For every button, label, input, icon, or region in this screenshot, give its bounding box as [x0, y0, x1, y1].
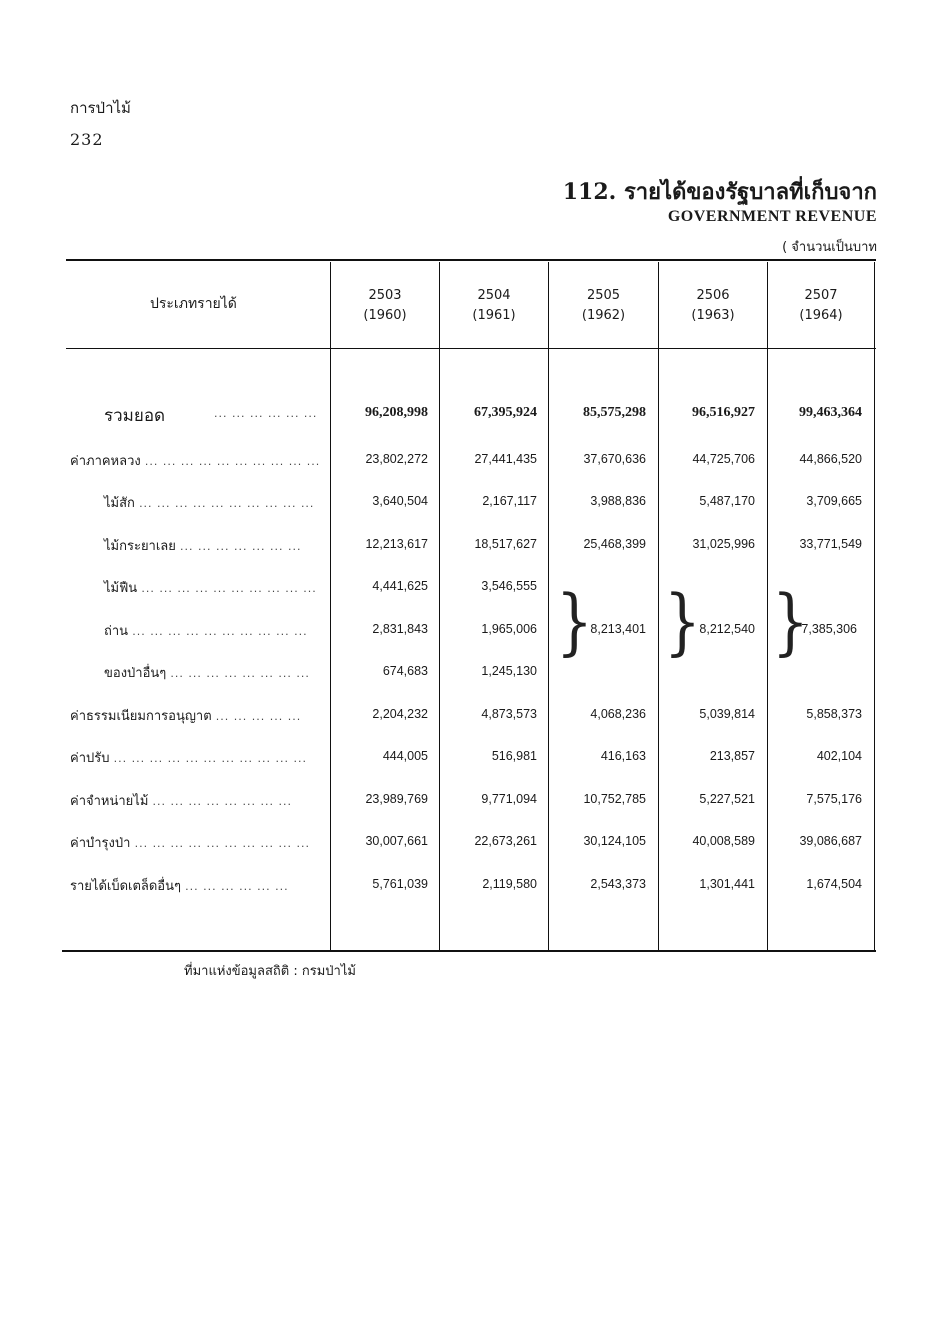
row-label-text: ค่าจำหน่ายไม้ [70, 794, 149, 809]
leader-dots: ... ... ... ... ... ... [185, 880, 289, 893]
row-label-text: ค่าภาคหลวง [70, 454, 141, 469]
cell-value: 25,468,399 [583, 537, 646, 551]
year-ad: (1964) [799, 308, 843, 323]
cell-value: 2,119,580 [482, 877, 537, 891]
cell-value: 2,204,232 [372, 707, 428, 721]
cell-value: 1,301,441 [699, 877, 755, 891]
cell-value-combined: 7,385,306 [801, 622, 857, 636]
cell-value: 10,752,785 [583, 792, 646, 806]
cell-value: 402,104 [816, 749, 862, 763]
cell-value: 85,575,298 [583, 405, 646, 420]
cell-value: 3,709,665 [806, 494, 862, 508]
cell-value: 40,008,589 [692, 834, 755, 848]
cell-value: 23,989,769 [365, 792, 428, 806]
row-label [70, 790, 292, 811]
cell-value-combined: 8,213,401 [590, 622, 646, 636]
year-th: 2507 [804, 288, 838, 303]
leader-dots: ... ... ... ... ... ... ... ... ... ... ... [113, 752, 307, 765]
table-top-rule [66, 259, 876, 261]
table-title-th: 112. รายได้ของรัฐบาลที่เก็บจาก [562, 179, 877, 205]
cell-value: 30,124,105 [583, 834, 646, 848]
year-ad: (1960) [363, 308, 407, 323]
cell-value: 99,463,364 [799, 405, 862, 420]
column-header [332, 286, 438, 326]
leader-dots: ... ... ... ... ... ... ... ... [152, 795, 292, 808]
cell-value: 1,674,504 [806, 877, 862, 891]
right-brace: } [556, 578, 593, 664]
year-ad: (1961) [472, 308, 516, 323]
row-label-text: รายได้เบ็ดเตล็ดอื่นๆ [70, 879, 181, 894]
leader-dots: ... ... ... ... ... ... [214, 407, 318, 420]
year-th: 2504 [477, 288, 511, 303]
column-header [441, 286, 547, 326]
table-bottom-rule [62, 950, 876, 952]
cell-value: 516,981 [491, 749, 537, 763]
leader-dots: ... ... ... ... ... [215, 710, 302, 723]
row-label-text: ถ่าน [104, 624, 129, 639]
column-header [660, 286, 766, 326]
cell-value: 4,873,573 [481, 707, 537, 721]
right-brace: } [772, 578, 809, 664]
column-divider [548, 262, 549, 950]
cell-value: 44,866,520 [799, 452, 862, 466]
column-divider [767, 262, 768, 950]
row-label-text: ค่าปรับ [70, 751, 110, 766]
cell-value: 3,640,504 [372, 494, 428, 508]
cell-value: 37,670,636 [583, 452, 646, 466]
row-label [104, 535, 301, 556]
row-label-text: ค่าธรรมเนียมการอนุญาต [70, 709, 212, 724]
cell-value: 5,227,521 [699, 792, 755, 806]
column-divider [330, 262, 331, 950]
row-label-text: ค่าบำรุงป่า [70, 836, 131, 851]
cell-value: 674,683 [382, 664, 428, 678]
year-ad: (1962) [581, 308, 626, 323]
cell-value: 9,771,094 [481, 792, 537, 806]
row-label [104, 577, 317, 598]
page-number: 232 [70, 130, 104, 149]
cell-value: 30,007,661 [365, 834, 428, 848]
row-label-text: ไม้กระยาเลย [104, 539, 176, 554]
table-right-rule [874, 262, 875, 952]
cell-value: 12,213,617 [365, 537, 428, 551]
row-label [104, 662, 310, 683]
header-bottom-rule [66, 348, 876, 349]
cell-value: 27,441,435 [474, 452, 537, 466]
leader-dots: ... ... ... ... ... ... ... ... ... ... [134, 837, 310, 850]
cell-value: 39,086,687 [799, 834, 862, 848]
row-label [104, 620, 308, 641]
cell-value: 44,725,706 [692, 452, 755, 466]
year-th: 2505 [586, 288, 621, 303]
cell-value: 18,517,627 [474, 537, 537, 551]
cell-value: 1,245,130 [481, 664, 537, 678]
cell-value: 67,395,924 [474, 405, 537, 420]
column-header [550, 286, 657, 326]
table-title-en: GOVERNMENT REVENUE [667, 208, 877, 225]
section-title: การป่าไม้ [70, 99, 131, 117]
cell-value: 5,858,373 [806, 707, 862, 721]
cell-value: 1,965,006 [481, 622, 537, 636]
row-label-text: ไม้ฟืน [104, 581, 138, 596]
cell-value: 33,771,549 [799, 537, 862, 551]
row-label [70, 705, 301, 726]
row-label-total [104, 402, 318, 429]
cell-value: 5,487,170 [699, 494, 755, 508]
cell-value: 416,163 [600, 749, 646, 763]
leader-dots: ... ... ... ... ... ... ... ... [170, 667, 310, 680]
leader-dots: ... ... ... ... ... ... ... ... ... ... [144, 455, 321, 468]
row-label-text: ของป่าอื่นๆ [104, 666, 167, 681]
cell-value: 4,441,625 [372, 579, 428, 593]
column-header [769, 286, 873, 326]
row-label [70, 875, 289, 896]
row-label-text: ไม้สัก [104, 496, 135, 511]
right-brace: } [664, 578, 701, 664]
cell-value: 23,802,272 [365, 452, 428, 466]
cell-value: 5,039,814 [699, 707, 755, 721]
row-label [70, 832, 310, 853]
row-label [70, 747, 307, 768]
cell-value: 3,546,555 [481, 579, 537, 593]
cell-value: 213,857 [709, 749, 755, 763]
column-divider [658, 262, 659, 950]
leader-dots: ... ... ... ... ... ... ... ... ... ... [141, 582, 317, 595]
year-th: 2506 [696, 288, 730, 303]
cell-value: 4,068,236 [590, 707, 646, 721]
cell-value: 31,025,996 [692, 537, 755, 551]
year-th: 2503 [368, 288, 402, 303]
cell-value: 96,208,998 [365, 405, 428, 420]
cell-value: 96,516,927 [692, 405, 755, 420]
cell-value-combined: 8,212,540 [699, 622, 755, 636]
year-ad: (1963) [691, 308, 735, 323]
cell-value: 2,167,117 [482, 494, 537, 508]
leader-dots: ... ... ... ... ... ... ... ... ... ... [132, 625, 308, 638]
row-label-text: รวมยอด [104, 406, 166, 426]
row-label [70, 450, 320, 471]
cell-value: 2,543,373 [590, 877, 646, 891]
cell-value: 5,761,039 [372, 877, 428, 891]
cell-value: 7,575,176 [806, 792, 862, 806]
row-header-label: ประเภทรายได้ [150, 296, 237, 312]
column-divider [439, 262, 440, 950]
cell-value: 22,673,261 [474, 834, 537, 848]
cell-value: 3,988,836 [590, 494, 646, 508]
leader-dots: ... ... ... ... ... ... ... [180, 540, 302, 553]
source-note: ที่มาแห่งข้อมูลสถิติ : กรมป่าไม้ [184, 964, 356, 979]
unit-note: ( จำนวนเป็นบาท [782, 240, 877, 255]
row-label [104, 492, 314, 513]
cell-value: 2,831,843 [372, 622, 428, 636]
leader-dots: ... ... ... ... ... ... ... ... ... ... [139, 497, 315, 510]
cell-value: 444,005 [382, 749, 428, 763]
